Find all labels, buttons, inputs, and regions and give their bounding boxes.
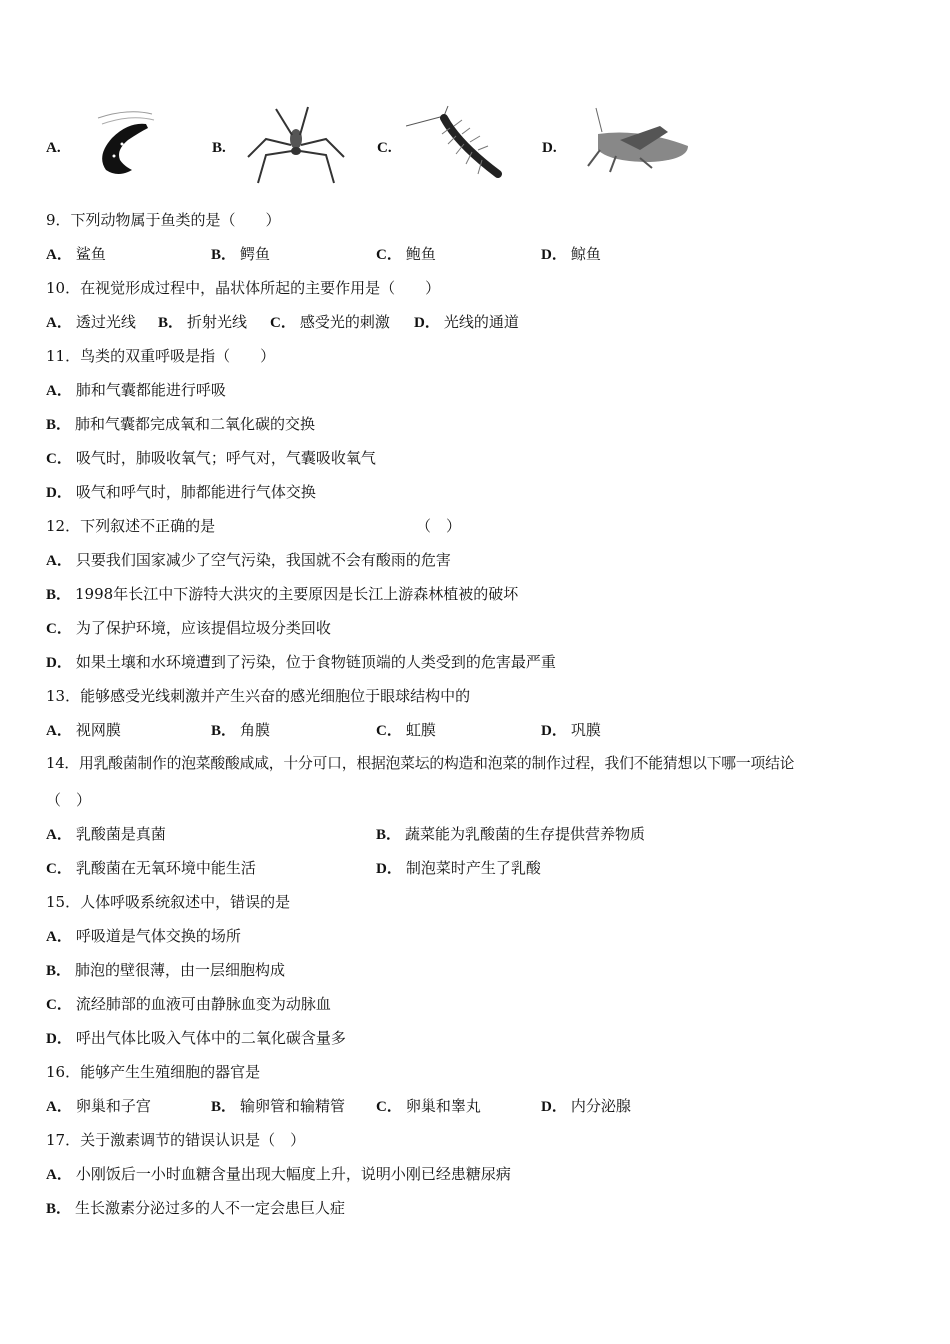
q14-option-c[interactable]: C． 乳酸菌在无氧环境中能生活 [46,859,256,877]
q9-option-b[interactable]: B． 鳄鱼 [211,245,271,263]
q9-option-d[interactable]: D． 鲸鱼 [541,245,601,263]
q12-answer-paren: （ ） [416,517,462,535]
q10-option-b[interactable]: B． 折射光线 [158,313,248,331]
shrimp-icon [88,108,160,178]
q12-option-d[interactable]: D． 如果土壤和水环境遭到了污染，位于食物链顶端的人类受到的危害最严重 [46,653,556,671]
q14-option-b[interactable]: B． 蔬菜能为乳酸菌的生存提供营养物质 [376,825,646,843]
q13-option-c[interactable]: C． 虹膜 [376,721,436,739]
question-15-stem: 15．人体呼吸系统叙述中，错误的是 [46,893,291,911]
q15-option-d[interactable]: D． 呼出气体比吸入气体中的二氧化碳含量多 [46,1029,346,1047]
q11-option-a[interactable]: A． 肺和气囊都能进行呼吸 [46,381,226,399]
option-label: A. [46,140,61,156]
q16-option-d[interactable]: D． 内分泌腺 [541,1097,631,1115]
q10-option-c[interactable]: C． 感受光的刺激 [270,313,390,331]
option-label: C. [377,140,392,156]
question-13-stem: 13．能够感受光线刺激并产生兴奋的感光细胞位于眼球结构中的 [46,687,471,705]
q9-option-c[interactable]: C． 鲍鱼 [376,245,436,263]
question-10-stem: 10．在视觉形成过程中，晶状体所起的主要作用是（ ） [46,279,441,297]
q10-option-d[interactable]: D． 光线的通道 [414,313,519,331]
question-17-stem: 17．关于激素调节的错误认识是（ ） [46,1131,306,1149]
q12-option-b[interactable]: B． 1998年长江中下游特大洪灾的主要原因是长江上游森林植被的破坏 [46,585,519,603]
question-16-stem: 16．能够产生生殖细胞的器官是 [46,1063,261,1081]
q17-option-a[interactable]: A． 小刚饭后一小时血糖含量出现大幅度上升，说明小刚已经患糖尿病 [46,1165,511,1183]
q15-option-a[interactable]: A． 呼吸道是气体交换的场所 [46,927,241,945]
question-12-stem: 12．下列叙述不正确的是 [46,517,216,535]
centipede-icon [406,104,506,184]
q11-option-c[interactable]: C． 吸气时，肺吸收氧气；呼气对，气囊吸收氧气 [46,449,376,467]
spider-icon [246,105,346,185]
q15-option-c[interactable]: C． 流经肺部的血液可由静脉血变为动脉血 [46,995,331,1013]
q13-option-a[interactable]: A． 视网膜 [46,721,121,739]
question-14-stem: 14．用乳酸菌制作的泡菜酸酸咸咸，十分可口，根据泡菜坛的构造和泡菜的制作过程，我们不能猜想以下哪一项结论 [46,755,795,772]
q14-option-d[interactable]: D． 制泡菜时产生了乳酸 [376,859,541,877]
q15-option-b[interactable]: B． 肺泡的壁很薄，由一层细胞构成 [46,961,286,979]
q16-option-b[interactable]: B． 输卵管和输精管 [211,1097,346,1115]
q11-option-d[interactable]: D． 吸气和呼气时，肺都能进行气体交换 [46,483,316,501]
q12-option-a[interactable]: A． 只要我们国家减少了空气污染，我国就不会有酸雨的危害 [46,551,451,569]
q17-option-b[interactable]: B． 生长激素分泌过多的人不一定会患巨人症 [46,1199,346,1217]
q16-option-c[interactable]: C． 卵巢和睾丸 [376,1097,481,1115]
q10-option-a[interactable]: A． 透过光线 [46,313,136,331]
q14-option-a[interactable]: A． 乳酸菌是真菌 [46,825,166,843]
q8-image-options [46,100,746,190]
q9-option-a[interactable]: A． 鲨鱼 [46,245,106,263]
q11-option-b[interactable]: B． 肺和气囊都完成氧和二氧化碳的交换 [46,415,316,433]
q14-answer-paren: （ ） [46,791,92,809]
question-9-stem: 9．下列动物属于鱼类的是（ ） [46,211,281,229]
q16-option-a[interactable]: A． 卵巢和子宫 [46,1097,151,1115]
option-label: B. [212,140,226,156]
q13-option-b[interactable]: B． 角膜 [211,721,271,739]
q12-option-c[interactable]: C． 为了保护环境，应该提倡垃圾分类回收 [46,619,331,637]
q13-option-d[interactable]: D． 巩膜 [541,721,601,739]
grasshopper-icon [580,106,692,178]
option-label: D. [542,140,557,156]
question-11-stem: 11．鸟类的双重呼吸是指（ ） [46,347,276,365]
